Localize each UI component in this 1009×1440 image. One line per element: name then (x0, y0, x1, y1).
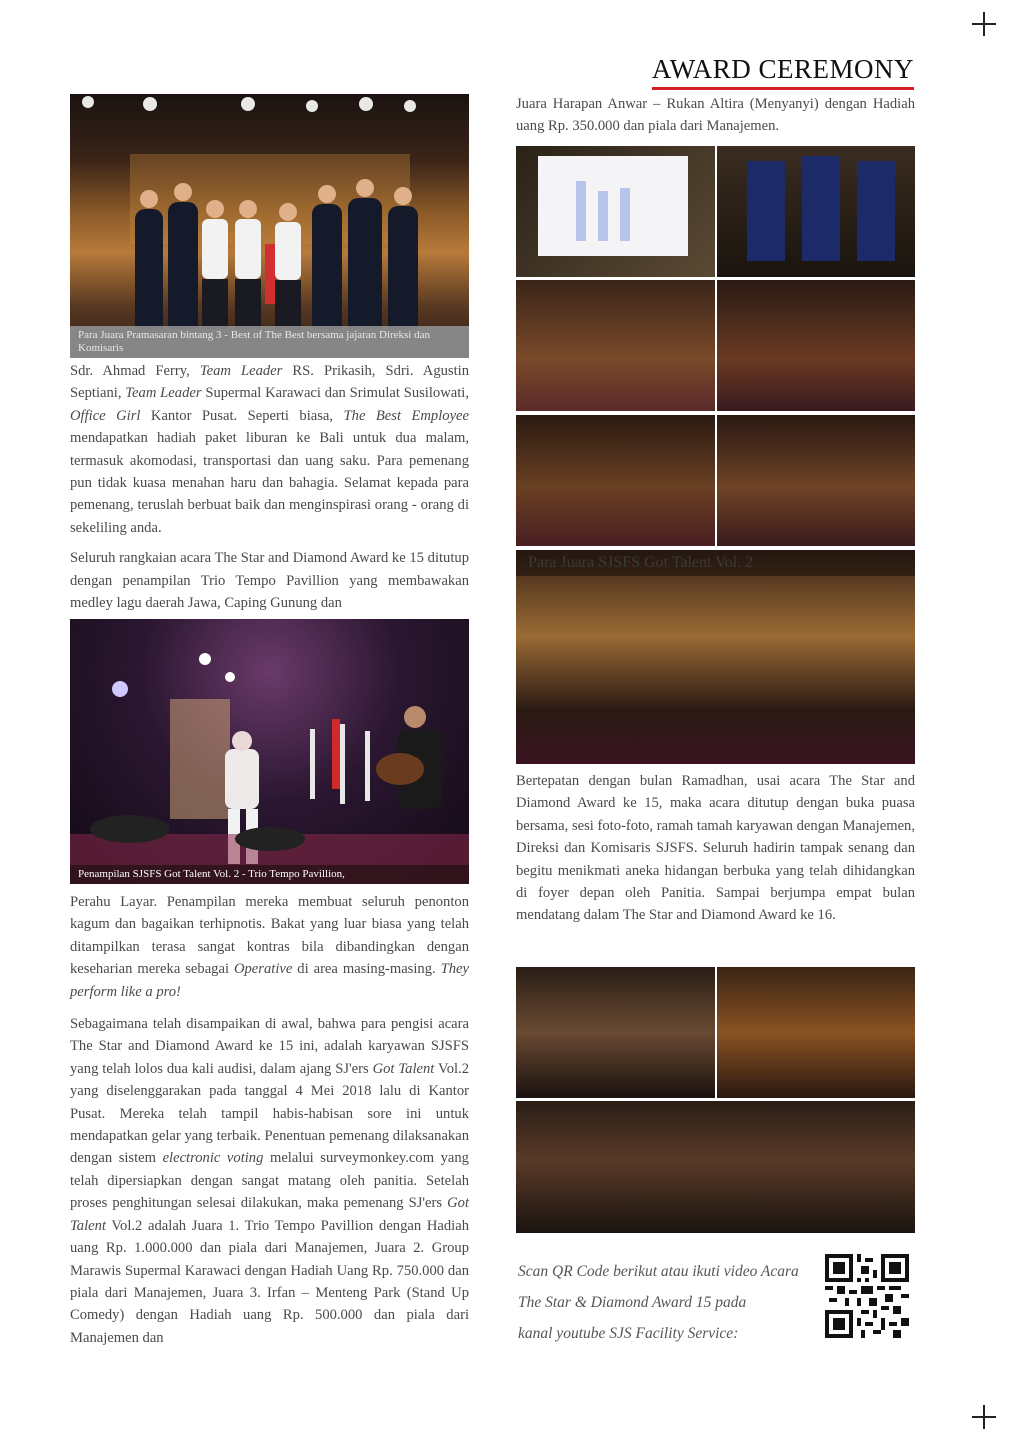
performance-scene-illustration (70, 619, 469, 884)
left-text-block-1 (70, 360, 469, 622)
photo-caption: Para Juara Pramasaran bintang 3 - Best of The Best bersama jajaran Direksi dan Komisaris (70, 326, 469, 358)
singer-photo (717, 967, 915, 1098)
paragraph: Bertepatan dengan bulan Ramadhan, usai acara The Star and Diamond Award ke 15, maka acara ditutup dengan buka puasa bersama, sesi foto-foto, ramah tamah karyawan dengan Manajemen, Direksi dan Komisaris SJSFS. Seluruh hadirin tampak senang dan begitu menikmati aneka hidangan berbuka yang telah dihidangkan di foyer depan oleh Panitia. Sampai berjumpa empat bulan mendatang dalam The Star and Diamond Award ke 16. (516, 773, 915, 924)
fast-break-photo-grid (516, 967, 915, 1233)
award-handover-photo-1 (516, 280, 715, 411)
award-handover-photo-3 (516, 415, 715, 546)
paragraph: Juara Harapan Anwar – Rukan Altira (Menyanyi) dengan Hadiah uang Rp. 350.000 dan piala dari Manajemen. (516, 96, 915, 135)
crop-mark-top-right (972, 12, 996, 36)
award-winners-photo (70, 94, 469, 358)
photo-caption: Para Juara SJSFS Got Talent Vol. 2 (516, 550, 915, 576)
qr-caption-line: Scan QR Code berikut atau ikuti video Acara (518, 1263, 799, 1280)
right-text-block-2 (516, 770, 915, 935)
left-text-block-2 (70, 891, 469, 1357)
singing-crowd-photo (516, 967, 715, 1098)
voting-results-screen-photo (516, 146, 715, 277)
audience-dancing-photo (516, 1101, 915, 1233)
paragraph: Seluruh rangkaian acara The Star and Diamond Award ke 15 ditutup dengan penampilan Trio Tempo Pavillion yang membawakan medley lagu daerah Jawa, Caping Gunung dan (70, 550, 469, 612)
paragraph: Perahu Layar. Penampilan mereka membuat seluruh penonton kagum dan bagaikan terhipnotis. Bakat yang luar biasa yang telah ditampilkan terasa sangat kontras bila dibandingkan dengan keseharian mereka sebagai Operative di area masing-masing. They perform like a pro! (70, 894, 469, 1000)
youtube-qr-code[interactable] (825, 1254, 909, 1338)
award-handover-photo-2 (717, 280, 915, 411)
trophies-photo (717, 146, 915, 277)
right-text-block-1 (516, 93, 915, 146)
paragraph: Sebagaimana telah disampaikan di awal, bahwa para pengisi acara The Star and Diamond Award ke 15 ini, adalah karyawan SJSFS yang telah lolos dua kali audisi, dalam ajang SJ'ers Got Talent Vol.2 yang diselenggarakan pada tanggal 4 Mei 2018 lalu di Kantor Pusat. Mereka telah tampil habis-habisan sore ini untuk mendapatkan gelar yang terbaik. Penentuan pemenang dilaksanakan dengan sistem electronic voting melalui surveymonkey.com yang telah dipersiapkan dengan sangat matang oleh panitia. Setelah proses penghitungan selesai dilakukan, maka pemenang SJ'ers Got Talent Vol.2 adalah Juara 1. Trio Tempo Pavillion dengan Hadiah uang Rp. 1.000.000 dan piala dari Manajemen, Juara 2. Group Marawis Supermal Karawaci dengan Hadiah Uang Rp. 750.000 dan piala dari Manajemen, Juara 3. Irfan – Menteng Park (Stand Up Comedy) dengan Hadiah uang Rp. 500.000 dan piala dari Manajemen dan (70, 1016, 469, 1346)
got-talent-winners-photo (516, 550, 915, 764)
trio-performance-photo (70, 619, 469, 884)
qr-caption (518, 1256, 818, 1349)
qr-caption-line: The Star & Diamond Award 15 pada (518, 1294, 747, 1311)
qr-caption-line: kanal youtube SJS Facility Service: (518, 1325, 739, 1342)
photo-caption: Penampilan SJSFS Got Talent Vol. 2 - Trio Tempo Pavillion, (70, 865, 469, 884)
crop-mark-bottom-right (972, 1405, 996, 1429)
paragraph: Sdr. Ahmad Ferry, Team Leader RS. Prikasih, Sdri. Agustin Septiani, Team Leader Supermal Karawaci dan Srimulat Susilowati, Office Girl Kantor Pusat. Seperti biasa, The Best Employee mendapatkan hadiah paket liburan ke Bali untuk dua malam, termasuk akomodasi, transportasi dan uang saku. Para pemenang pun tidak kuasa menahan haru dan bahagia. Selamat kepada para pemenang, teruslah berbuat baik dan menginspirasi orang - orang di sekeliling anda. (70, 363, 469, 536)
stage-scene-illustration (70, 94, 469, 358)
award-handover-photo-4 (717, 415, 915, 546)
event-photo-grid (516, 146, 915, 764)
section-title: AWARD CEREMONY (652, 54, 914, 90)
